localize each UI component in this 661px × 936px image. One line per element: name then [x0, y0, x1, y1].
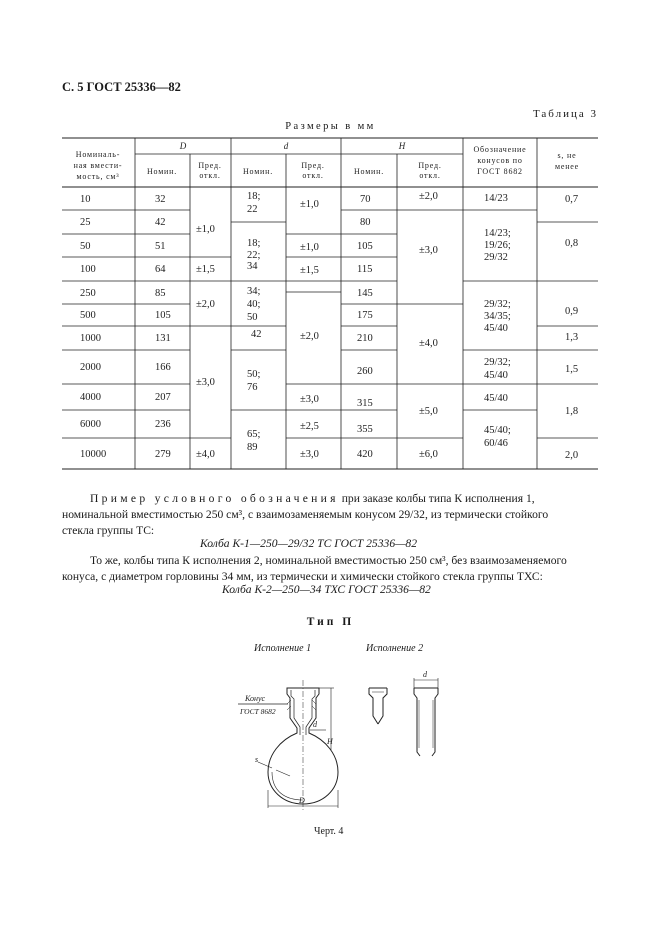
flask-labels — [239, 694, 334, 805]
capacity-cell: 2000 — [80, 362, 101, 373]
example-line-5: конуса, с диаметром горловины 34 мм, из термически и химически стойкого стекла группы ТХС: — [62, 570, 543, 583]
header-s-line1: s, не — [557, 151, 577, 160]
header-cones-line3: ГОСТ 8682 — [477, 167, 523, 176]
H-nom-cell: 260 — [357, 366, 373, 377]
H-nom-cell: 175 — [357, 310, 373, 321]
d-nom-cell: 50 — [247, 312, 258, 323]
H-nom-cell: 145 — [357, 288, 373, 299]
cone-cell: 29/32; — [484, 357, 511, 368]
flask-variant-2 — [369, 678, 438, 756]
dim-D-label: D — [299, 796, 305, 805]
header-H-dev-line2: откл. — [419, 171, 441, 180]
header-capacity-line2: ная вмести- — [73, 161, 123, 170]
example-line-2: номинальной вместимостью 250 см³, с взаимозаменяемым конусом 29/32, из термически стойкого — [62, 508, 549, 521]
cone-label: Конус — [245, 694, 266, 703]
D-dev-cell: ±3,0 — [196, 377, 215, 388]
H-nom-cell: 420 — [357, 449, 373, 460]
header-H: H — [398, 141, 406, 151]
D-dev-cell: ±4,0 — [196, 449, 215, 460]
d-dev-cell: ±2,0 — [300, 331, 319, 342]
variant-1-label: Исполнение 1 — [254, 643, 312, 654]
header-cones-line1: Обозначение — [473, 145, 527, 154]
cone-cell: 14/23 — [484, 193, 508, 204]
D-nom-cell: 279 — [155, 449, 171, 460]
D-nom-cell: 32 — [155, 194, 166, 205]
capacity-cell: 100 — [80, 264, 96, 275]
d-nom-cell: 42 — [251, 329, 262, 340]
header-d-nom: Номин. — [242, 167, 274, 176]
d-dev-cell: ±1,0 — [300, 242, 319, 253]
s-cell: 0,9 — [565, 306, 579, 317]
d-dev-cell: ±3,0 — [300, 394, 319, 405]
s-cell: 1,3 — [565, 332, 579, 343]
header-capacity-line1: Номиналь- — [75, 150, 121, 159]
s-cell: 0,8 — [565, 238, 579, 249]
header-d-dev-line1: Пред. — [301, 161, 325, 170]
d-nom-cell: 18; — [247, 238, 261, 249]
cone-cell: 60/46 — [484, 438, 508, 449]
table-caption: Размеры в мм — [285, 121, 376, 132]
D-nom-cell: 64 — [155, 264, 166, 275]
header-D: D — [179, 141, 187, 151]
cone-cell: 14/23; — [484, 228, 511, 239]
H-dev-cell: ±2,0 — [419, 191, 438, 202]
capacity-cell: 6000 — [80, 419, 101, 430]
example-intro-rest: при заказе колбы типа К исполнения 1, — [338, 492, 535, 505]
cone-cell: 45/40 — [484, 323, 508, 334]
H-nom-cell: 315 — [357, 398, 373, 409]
D-nom-cell: 51 — [155, 241, 166, 252]
type-title: Тип П — [306, 616, 355, 628]
header-D-dev-line2: откл. — [199, 171, 221, 180]
header-d: d — [283, 141, 289, 151]
d-nom-cell: 34 — [247, 261, 258, 272]
d-nom-cell: 89 — [247, 442, 258, 453]
figure-caption: Черт. 4 — [314, 826, 344, 837]
dim-d-label: d — [313, 720, 317, 729]
D-dev-cell: ±2,0 — [196, 299, 215, 310]
d-nom-cell: 22 — [247, 204, 258, 215]
D-dev-cell: ±1,0 — [196, 224, 215, 235]
D-nom-cell: 166 — [155, 362, 171, 373]
D-nom-cell: 236 — [155, 419, 171, 430]
d-dev-cell: ±3,0 — [300, 449, 319, 460]
cone-cell: 29/32 — [484, 252, 508, 263]
capacity-cell: 4000 — [80, 392, 101, 403]
d-nom-cell: 34; — [247, 286, 261, 297]
example-intro-spaced: Пример условного обозначения — [90, 492, 339, 505]
H-nom-cell: 115 — [357, 264, 373, 275]
H-nom-cell: 70 — [360, 194, 371, 205]
H-nom-cell: 105 — [357, 241, 373, 252]
table-label: Таблица 3 — [532, 108, 598, 120]
capacity-cell: 50 — [80, 241, 91, 252]
designation-2: Колба К-2—250—34 ТХС ГОСТ 25336—82 — [222, 583, 431, 596]
D-nom-cell: 131 — [155, 333, 171, 344]
d-nom-cell: 76 — [247, 382, 258, 393]
header-s-line2: менее — [555, 162, 579, 171]
cone-cell: 19/26; — [484, 240, 511, 251]
cone-cell: 45/40; — [484, 425, 511, 436]
cone-cell: 34/35; — [484, 311, 511, 322]
D-nom-cell: 85 — [155, 288, 166, 299]
d-dev-cell: ±1,0 — [300, 199, 319, 210]
s-cell: 2,0 — [565, 450, 579, 461]
dim-d-label-2: d — [423, 670, 427, 679]
H-nom-cell: 210 — [357, 333, 373, 344]
H-dev-cell: ±4,0 — [419, 338, 438, 349]
D-dev-cell: ±1,5 — [196, 264, 215, 275]
header-H-dev-line1: Пред. — [418, 161, 442, 170]
d-nom-cell: 22; — [247, 250, 261, 261]
example-line-3: стекла группы ТС: — [62, 524, 155, 537]
dim-s-label: s — [255, 755, 259, 764]
d-dev-cell: ±1,5 — [300, 265, 319, 276]
d-nom-cell: 18; — [247, 191, 261, 202]
dim-H-label: H — [327, 737, 333, 746]
header-cones-line2: конусов по — [477, 156, 523, 165]
H-dev-cell: ±6,0 — [419, 449, 438, 460]
capacity-cell: 10000 — [80, 449, 107, 460]
cone-cell: 29/32; — [484, 299, 511, 310]
d-dev-cell: ±2,5 — [300, 421, 319, 432]
header-D-nom: Номин. — [146, 167, 178, 176]
capacity-cell: 500 — [80, 310, 96, 321]
s-cell: 1,8 — [565, 406, 579, 417]
s-cell: 1,5 — [565, 364, 579, 375]
H-dev-cell: ±5,0 — [419, 406, 438, 417]
d-nom-cell: 65; — [247, 429, 261, 440]
header-H-nom: Номин. — [353, 167, 385, 176]
page-header: С. 5 ГОСТ 25336—82 — [62, 80, 181, 94]
cone-std-label: ГОСТ 8682 — [240, 707, 276, 716]
H-nom-cell: 80 — [360, 217, 371, 228]
capacity-cell: 250 — [80, 288, 96, 299]
cone-cell: 45/40 — [484, 370, 508, 381]
capacity-cell: 25 — [80, 217, 91, 228]
capacity-cell: 1000 — [80, 333, 101, 344]
d-nom-cell: 40; — [247, 299, 261, 310]
H-dev-cell: ±3,0 — [419, 245, 438, 256]
cone-cell: 45/40 — [484, 393, 508, 404]
D-nom-cell: 42 — [155, 217, 166, 228]
designation-1: Колба К-1—250—29/32 ТС ГОСТ 25336—82 — [200, 537, 418, 550]
d-nom-cell: 50; — [247, 369, 261, 380]
variant-2-label: Исполнение 2 — [366, 643, 424, 654]
header-D-dev-line1: Пред. — [198, 161, 222, 170]
header-d-dev-line2: откл. — [302, 171, 324, 180]
D-nom-cell: 207 — [155, 392, 171, 403]
H-nom-cell: 355 — [357, 424, 373, 435]
header-capacity-line3: мость, см³ — [76, 172, 120, 181]
capacity-cell: 10 — [80, 194, 91, 205]
s-cell: 0,7 — [565, 194, 579, 205]
D-nom-cell: 105 — [155, 310, 171, 321]
example-line-4: То же, колбы типа К исполнения 2, номинальной вместимостью 250 см³, без взаимозаменяемого — [90, 554, 567, 567]
